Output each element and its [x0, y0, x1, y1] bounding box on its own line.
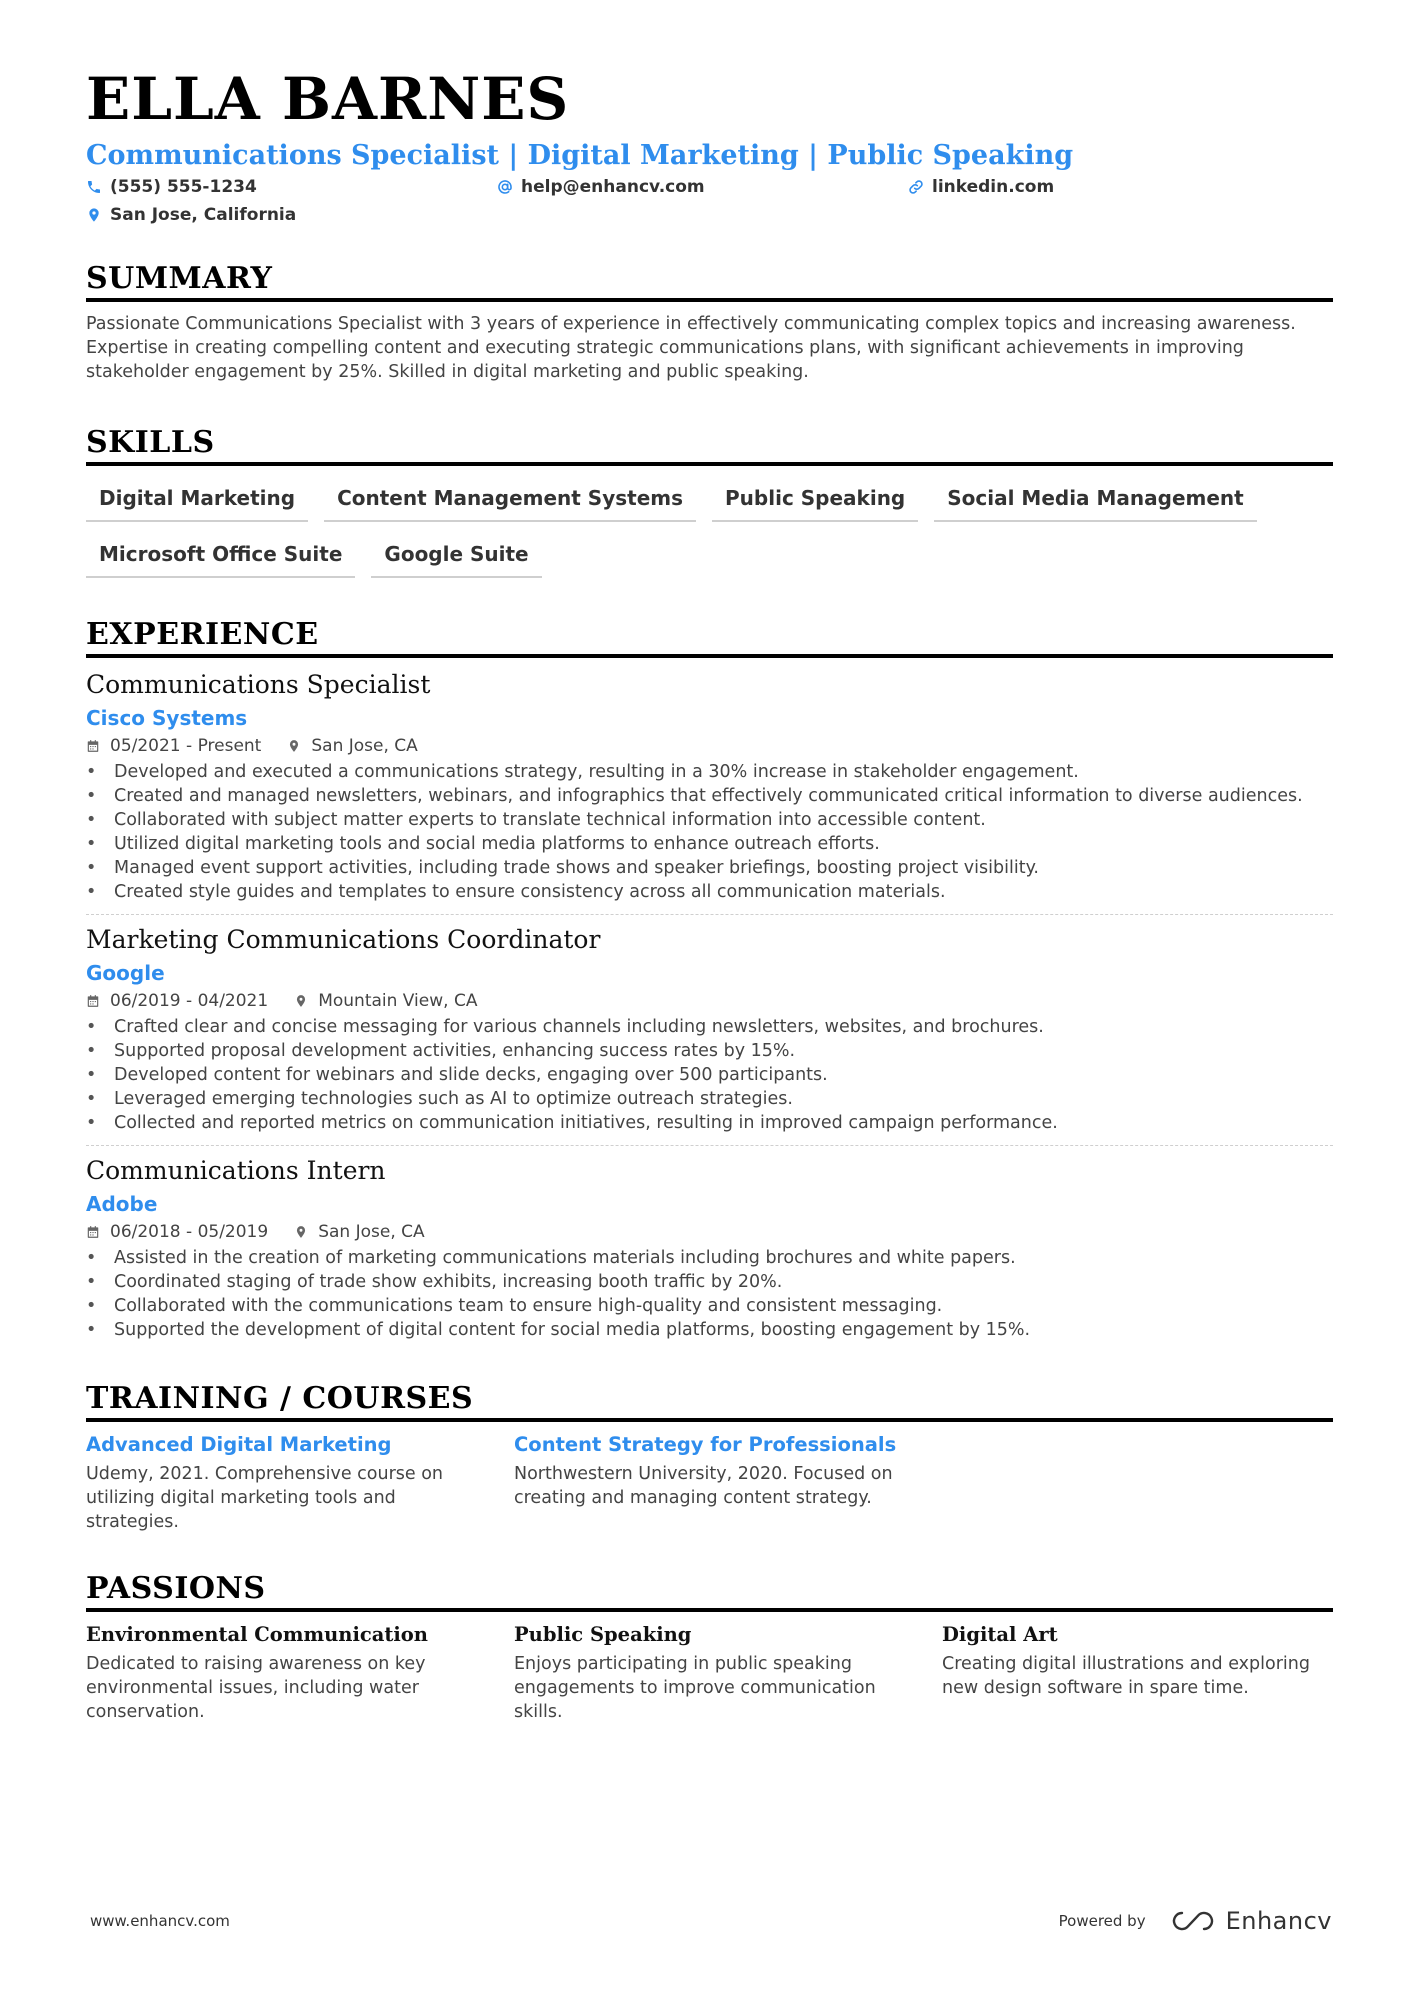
job-dates: 06/2019 - 04/2021 [110, 991, 269, 1012]
job-dates: 05/2021 - Present [110, 736, 262, 757]
company-name: Adobe [86, 1192, 158, 1217]
enhancv-logo-text: Enhancv [1225, 1907, 1332, 1935]
passion-description: Creating digital illustrations and exploring new design software in spare time. [942, 1654, 1310, 1699]
passion-title: Digital Art [942, 1623, 1058, 1647]
section-heading-summary: SUMMARY [86, 264, 1333, 302]
job-bullet: • Developed content for webinars and slide decks, engaging over 500 participants. [86, 1063, 1333, 1087]
passion-item [942, 1622, 1333, 1724]
section-heading-skills: SKILLS [86, 428, 1333, 466]
course-description: Northwestern University, 2020. Focused on creating and managing content strategy. [514, 1464, 893, 1509]
phone-text: (555) 555-1234 [110, 177, 257, 198]
skill-tag: Public Speaking [712, 474, 918, 522]
job-bullet: • Coordinated staging of trade show exhibits, increasing booth traffic by 20%. [86, 1270, 1333, 1294]
skill-tag: Google Suite [371, 530, 541, 578]
training-section [86, 1381, 1333, 1534]
job-title: Communications Intern [86, 1156, 386, 1186]
at-sign-icon [497, 179, 513, 195]
job-bullet: • Created and managed newsletters, webinars, and infographics that effectively communicated critical information to diverse audiences. [86, 784, 1333, 808]
job-location: Mountain View, CA [318, 991, 478, 1012]
candidate-title: Communications Specialist | Digital Marketing | Public Speaking [86, 140, 1074, 171]
skills-section [86, 425, 1333, 586]
course-item [514, 1432, 942, 1534]
contact-email[interactable] [497, 176, 908, 198]
job-meta [86, 989, 1333, 1013]
skill-tag: Microsoft Office Suite [86, 530, 355, 578]
job-bullet: • Collected and reported metrics on communication initiatives, resulting in improved campaign performance. [86, 1111, 1333, 1135]
job-location: San Jose, CA [318, 1222, 425, 1243]
resume-page [86, 65, 1333, 1724]
job-bullet: • Supported proposal development activities, enhancing success rates by 15%. [86, 1039, 1333, 1063]
footer-website[interactable]: www.enhancv.com [90, 1912, 230, 1930]
location-pin-icon [294, 994, 308, 1008]
job-bullet: • Developed and executed a communications strategy, resulting in a 30% increase in stakeholder engagement. [86, 760, 1333, 784]
job-title: Communications Specialist [86, 670, 431, 700]
course-description: Udemy, 2021. Comprehensive course on utilizing digital marketing tools and strategies. [86, 1464, 444, 1533]
passions-section [86, 1571, 1333, 1724]
location-pin-icon [287, 739, 301, 753]
skill-tag: Social Media Management [934, 474, 1256, 522]
page-footer [90, 1907, 1332, 1935]
job-bullet: • Assisted in the creation of marketing communications materials including brochures and white papers. [86, 1246, 1333, 1270]
job-bullet: • Created style guides and templates to ensure consistency across all communication materials. [86, 880, 1333, 904]
job-entry [86, 914, 1333, 1135]
skill-tag: Content Management Systems [324, 474, 696, 522]
job-dates: 06/2018 - 05/2019 [110, 1222, 269, 1243]
resume-header [86, 65, 1333, 226]
company-name: Cisco Systems [86, 706, 248, 731]
summary-section [86, 261, 1333, 384]
link-icon [908, 179, 924, 195]
calendar-icon [86, 1225, 100, 1239]
enhancv-logo[interactable] [1170, 1907, 1332, 1935]
job-title: Marketing Communications Coordinator [86, 925, 601, 955]
job-entry [86, 1145, 1333, 1342]
passions-list [86, 1622, 1333, 1724]
job-bullet: • Collaborated with the communications team to ensure high-quality and consistent messaging. [86, 1294, 1333, 1318]
location-pin-icon [86, 207, 102, 223]
job-meta [86, 734, 1333, 758]
section-heading-passions: PASSIONS [86, 1574, 1333, 1612]
company-name: Google [86, 961, 165, 986]
section-heading-training: TRAINING / COURSES [86, 1384, 1333, 1422]
passion-title: Public Speaking [514, 1623, 692, 1647]
contact-phone [86, 176, 497, 198]
job-bullet: • Utilized digital marketing tools and social media platforms to enhance outreach efforts. [86, 832, 1333, 856]
skill-tag: Digital Marketing [86, 474, 308, 522]
candidate-name: ELLA BARNES [86, 65, 570, 133]
location-pin-icon [294, 1225, 308, 1239]
location-text: San Jose, California [110, 205, 297, 226]
passion-item [514, 1622, 942, 1724]
job-bullets [86, 760, 1333, 904]
passion-description: Enjoys participating in public speaking engagements to improve communication skills. [514, 1654, 876, 1723]
footer-branding [1059, 1907, 1332, 1935]
passion-item [86, 1622, 514, 1724]
job-bullet: • Crafted clear and concise messaging for various channels including newsletters, websites, and brochures. [86, 1015, 1333, 1039]
course-title: Content Strategy for Professionals [514, 1433, 897, 1457]
linkedin-link[interactable]: linkedin.com [932, 177, 1055, 198]
passion-description: Dedicated to raising awareness on key environmental issues, including water conservation. [86, 1654, 426, 1723]
skills-list [86, 474, 1333, 586]
job-bullet: • Supported the development of digital content for social media platforms, boosting engagement by 15%. [86, 1318, 1333, 1342]
phone-icon [86, 179, 102, 195]
job-bullet: • Leveraged emerging technologies such as AI to optimize outreach strategies. [86, 1087, 1333, 1111]
job-meta [86, 1220, 1333, 1244]
contact-location [86, 204, 497, 226]
training-list [86, 1432, 1333, 1534]
summary-text: Passionate Communications Specialist with 3 years of experience in effectively communicating complex topics and increasing awareness. Expertise in creating compelling content and executing strategic communications plans, with significant achievements in improving stakeholder engagement by 25%. Skilled in digital marketing and public speaking. [86, 314, 1296, 383]
passion-title: Environmental Communication [86, 1623, 428, 1647]
calendar-icon [86, 994, 100, 1008]
job-bullet: • Managed event support activities, including trade shows and speaker briefings, boosting project visibility. [86, 856, 1333, 880]
calendar-icon [86, 739, 100, 753]
job-bullets [86, 1246, 1333, 1342]
contact-linkedin[interactable] [908, 176, 1319, 198]
section-heading-experience: EXPERIENCE [86, 620, 1333, 658]
powered-by-text: Powered by [1058, 1912, 1146, 1930]
course-title: Advanced Digital Marketing [86, 1433, 392, 1457]
course-item [86, 1432, 514, 1534]
enhancv-logo-icon [1170, 1909, 1216, 1933]
job-location: San Jose, CA [311, 736, 418, 757]
job-entry [86, 658, 1333, 904]
job-bullet: • Collaborated with subject matter experts to translate technical information into accessible content. [86, 808, 1333, 832]
email-link[interactable]: help@enhancv.com [521, 177, 705, 198]
job-bullets [86, 1015, 1333, 1135]
contact-list [86, 176, 1333, 226]
experience-section [86, 617, 1333, 1342]
